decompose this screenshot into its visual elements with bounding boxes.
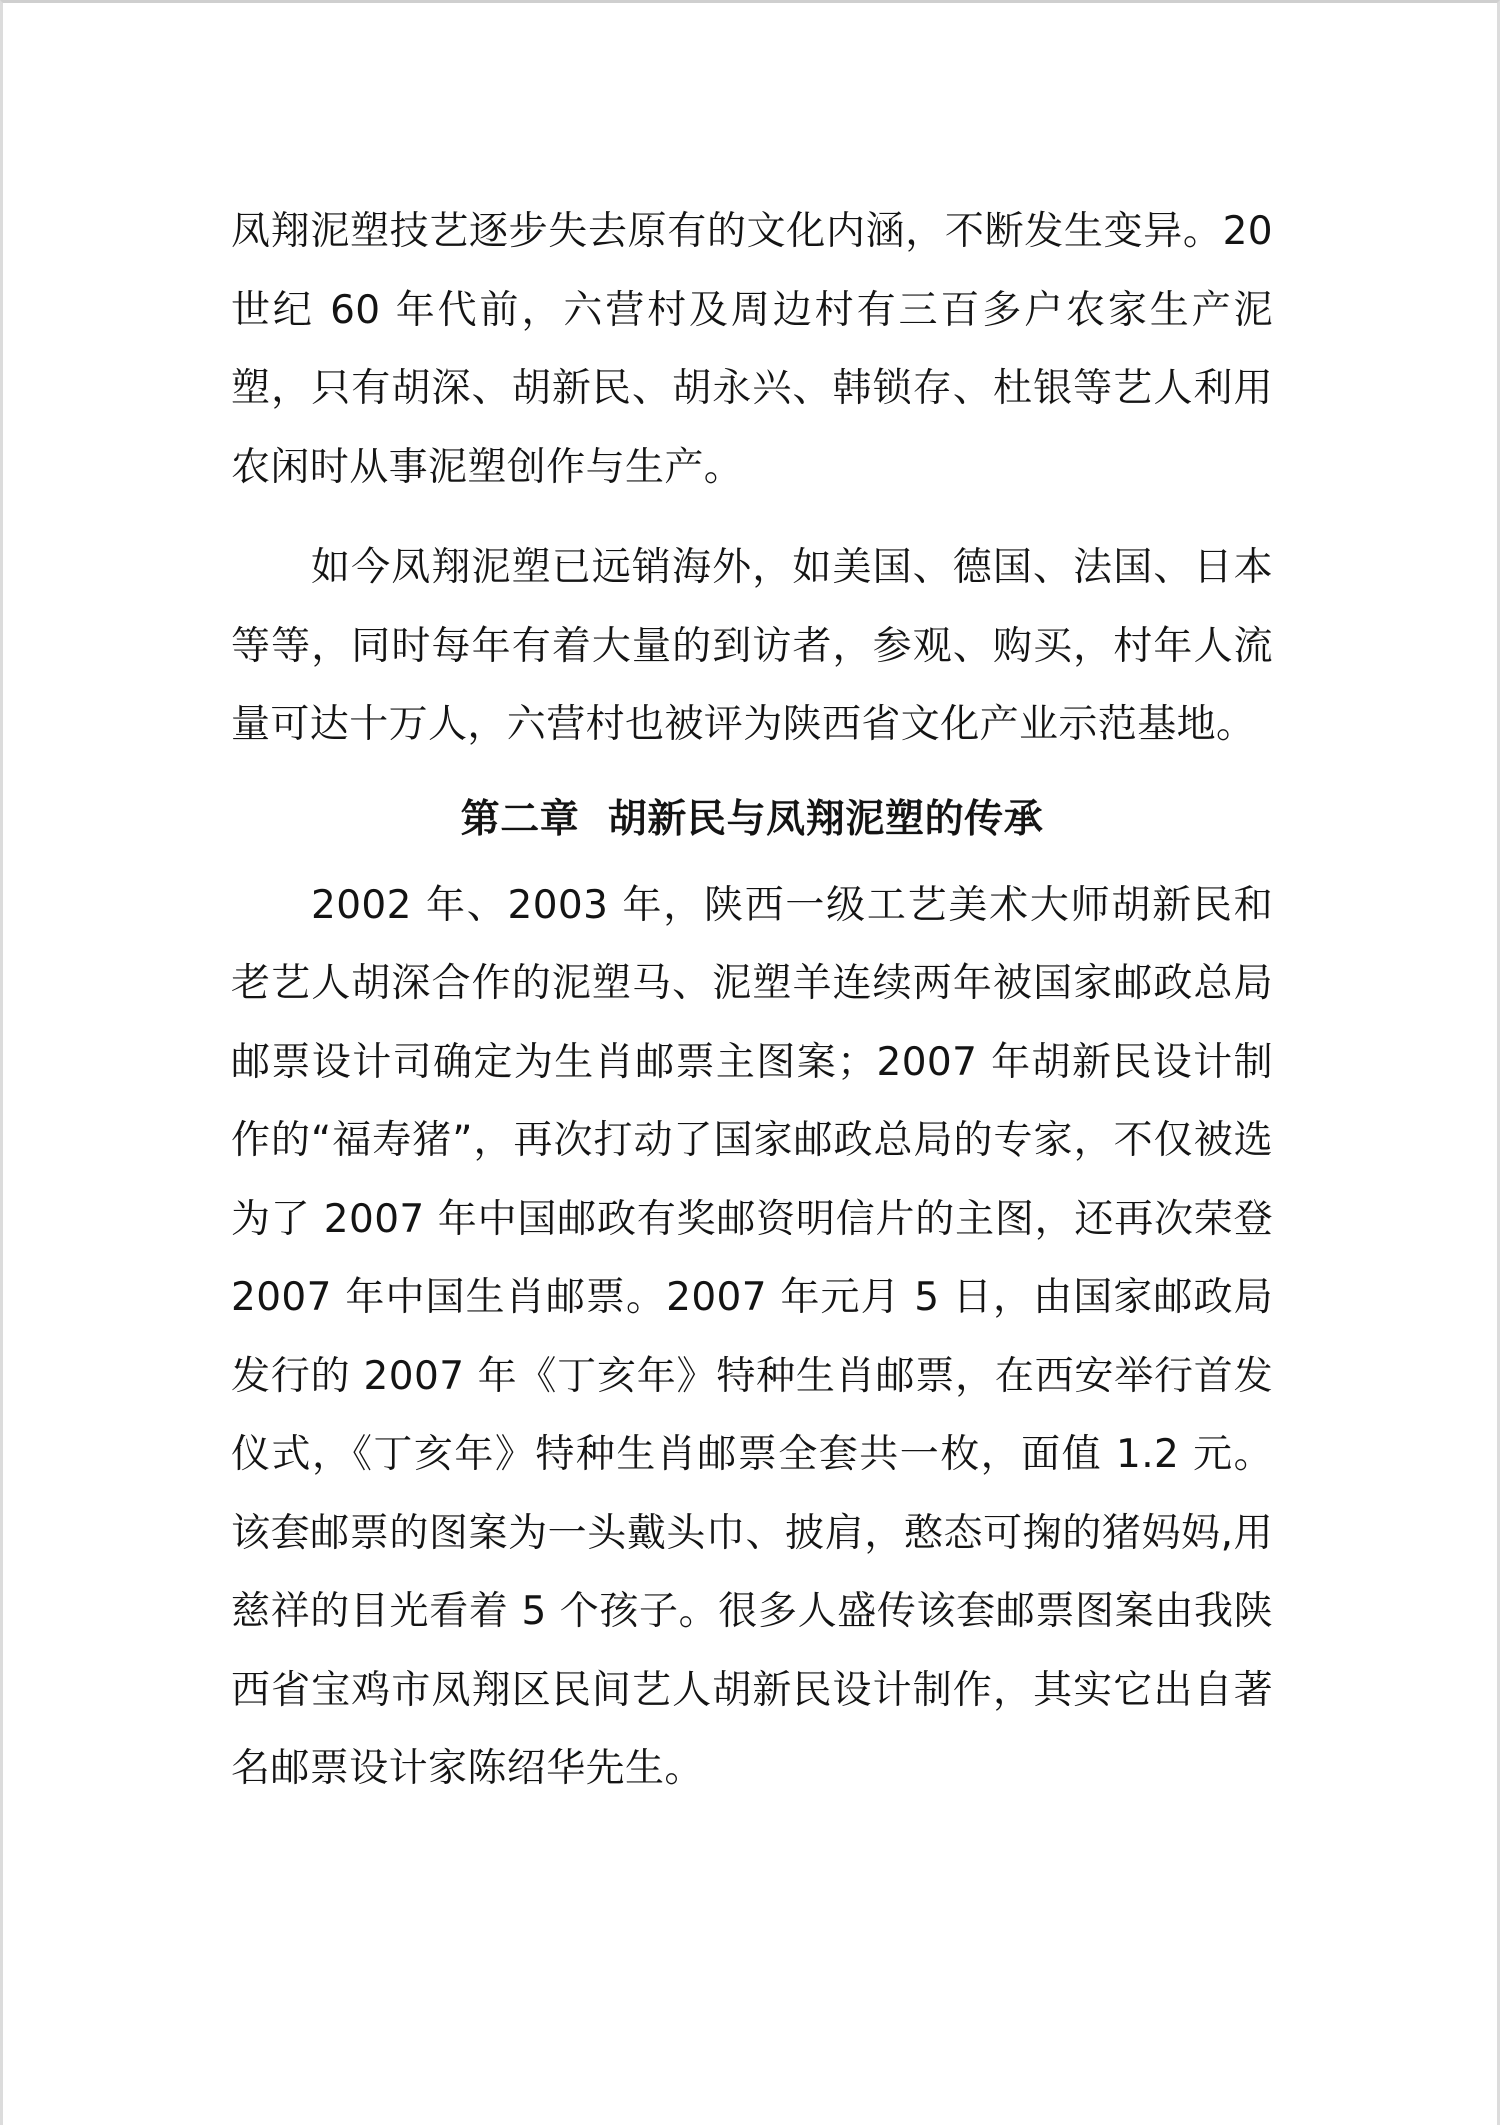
body-paragraph-overseas-sales: 如今凤翔泥塑已远销海外，如美国、德国、法国、日本等等，同时每年有着大量的到访者，参观、购买，村年人流量可达十万人，六营村也被评为陕西省文化产业示范基地。 [231,545,1273,747]
chapter-heading: 第二章 胡新民与凤翔泥塑的传承 [460,796,1044,842]
page-content [231,193,1273,1809]
body-paragraph-stamps: 2002 年、2003 年，陕西一级工艺美术大师胡新民和老艺人胡深合作的泥塑马、泥塑羊连续两年被国家邮政总局邮票设计司确定为生肖邮票主图案；2007 年胡新民设计制作的“福寿猪”，再次打动了国家邮政总局的专家，不仅被选为了 2007 年中国邮政有奖邮资明信片的主图，还再次荣登2007 年中国生肖邮票。2007 年元月 5 日，由国家邮政局发行的 2007 年《丁亥年》特种生肖邮票，在西安举行首发仪式，《丁亥年》特种生肖邮票全套共一枚，面值 1.2 元。该套邮票的图案为一头戴头巾、披肩，憨态可掬的猪妈妈,用慈祥的目光看着 5 个孩子。很多人盛传该套邮票图案由我陕西省宝鸡市凤翔区民间艺人胡新民设计制作，其实它出自著名邮票设计家陈绍华先生。 [231,882,1273,1791]
body-paragraph-continuation: 凤翔泥塑技艺逐步失去原有的文化内涵，不断发生变异。20世纪 60 年代前，六营村及周边村有三百多户农家生产泥塑，只有胡深、胡新民、胡永兴、韩锁存、杜银等艺人利用农闲时从事泥塑创作与生产。 [231,209,1273,490]
